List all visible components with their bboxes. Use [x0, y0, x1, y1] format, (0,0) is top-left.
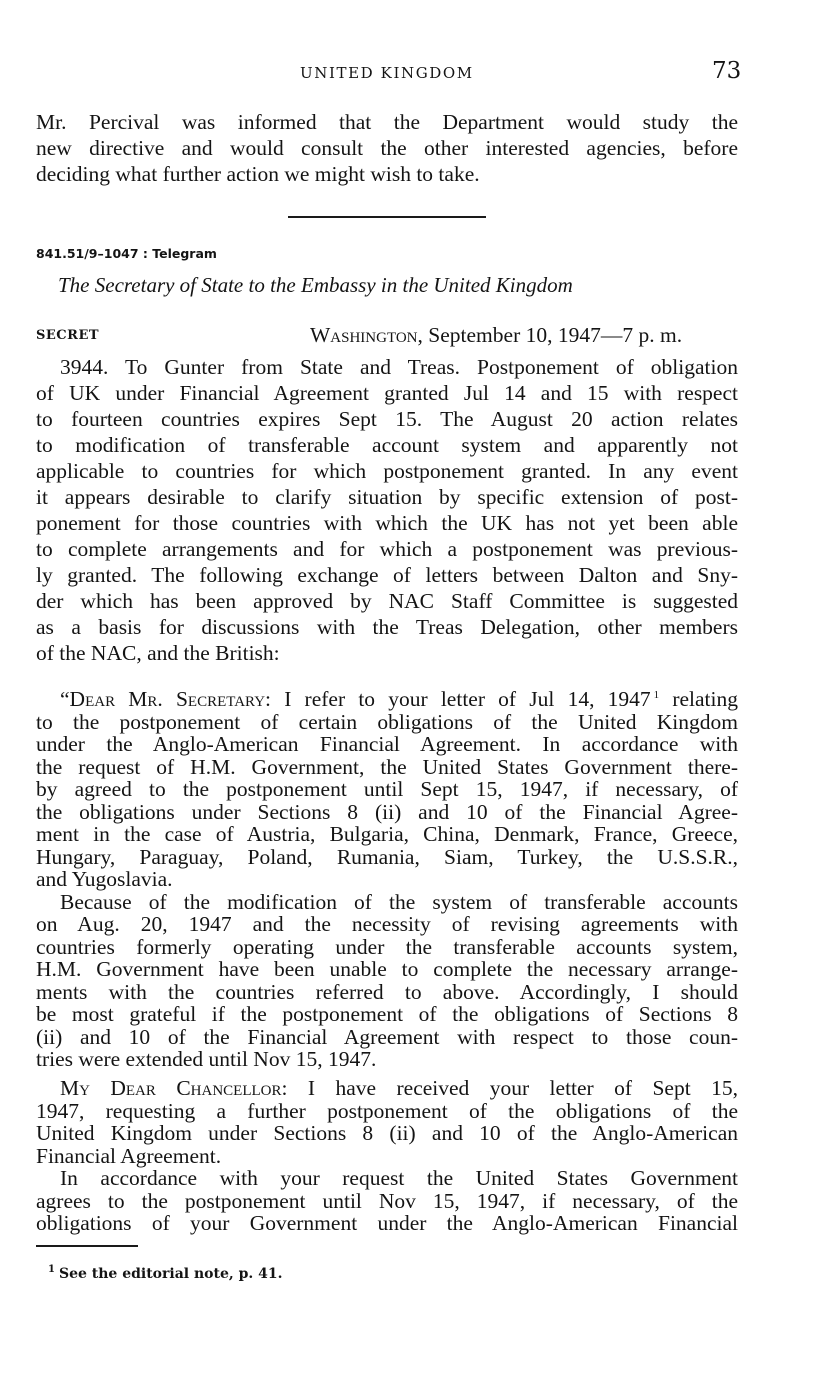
- text-line: 3944. To Gunter from State and Treas. Postponement of obligation: [60, 355, 738, 379]
- page-header: [0, 58, 838, 88]
- letter-one-opening-line: [36, 684, 738, 711]
- text-line: deciding what further action we might wish to take.: [36, 162, 480, 186]
- letter-one: [36, 684, 738, 1071]
- text-line: to the postponement of certain obligations of the United Kingdom: [36, 709, 738, 734]
- text-line: new directive and would consult the other interested agencies, before: [36, 136, 738, 160]
- text-line: of the NAC, and the British:: [36, 641, 280, 665]
- document-heading: The Secretary of State to the Embassy in the United Kingdom: [58, 273, 573, 297]
- letter-one-opening-text: : I refer to your letter of Jul 14, 1947: [265, 687, 651, 711]
- footnote: [48, 1264, 283, 1282]
- text-line: to modification of transferable account system and apparently not: [36, 433, 738, 457]
- text-line: it appears desirable to clarify situation by specific extension of post-: [36, 485, 738, 509]
- running-head: UNITED KINGDOM: [300, 64, 474, 82]
- text-line: In accordance with your request the United States Government: [60, 1166, 738, 1190]
- text-line: obligations of your Government under the Anglo-American Financial: [36, 1211, 738, 1235]
- text-line: der which has been approved by NAC Staff Committee is suggested: [36, 589, 738, 613]
- text-line: be most grateful if the postponement of the obligations of Sections 8: [36, 1002, 738, 1026]
- text-line: countries formerly operating under the transferable accounts system,: [36, 934, 738, 959]
- text-line: the request of H.M. Government, the United States Government there-: [36, 754, 738, 779]
- footnote-reference: 1: [653, 689, 660, 701]
- text-line: (ii) and 10 of the Financial Agreement with respect to those coun-: [36, 1024, 738, 1049]
- dateline-date: , September 10, 1947—7 p. m.: [417, 323, 683, 347]
- letter-two-opening-line: [36, 1077, 738, 1100]
- text-line: agrees to the postponement until Nov 15, 1947, if necessary, of the: [36, 1188, 738, 1213]
- page-number: 73: [712, 58, 742, 84]
- text-line: on Aug. 20, 1947 and the necessity of revising agreements with: [36, 912, 738, 936]
- file-reference: 841.51/9–1047 : Telegram: [36, 246, 217, 261]
- footnote-text: See the editorial note, p. 41.: [58, 1266, 283, 1282]
- text-line: tries were extended until Nov 15, 1947.: [36, 1047, 377, 1071]
- section-divider: [288, 216, 486, 218]
- text-line: under the Anglo-American Financial Agreement. In accordance with: [36, 732, 738, 756]
- footnote-rule: [36, 1245, 138, 1247]
- classification-label: SECRET: [36, 328, 100, 343]
- text-line: ment in the case of Austria, Bulgaria, China, Denmark, France, Greece,: [36, 822, 738, 846]
- text-line: ly granted. The following exchange of letters between Dalton and Sny-: [36, 563, 738, 587]
- letter-one-opening-tail: relating: [659, 687, 738, 711]
- text-line: applicable to countries for which postponement granted. In any event: [36, 459, 738, 483]
- dateline: [310, 323, 682, 348]
- letter-two-opening-text: : I have received your letter of Sept 15,: [281, 1076, 738, 1100]
- text-line: 1947, requesting a further postponement of the obligations of the: [36, 1098, 738, 1123]
- text-line: of UK under Financial Agreement granted Jul 14 and 15 with respect: [36, 381, 738, 405]
- text-line: to complete arrangements and for which a postponement was previous-: [36, 537, 738, 561]
- text-line: H.M. Government have been unable to complete the necessary arrange-: [36, 957, 738, 981]
- intro-paragraph: [36, 109, 738, 187]
- dateline-place: Washington: [310, 323, 418, 347]
- text-line: Because of the modification of the system of transferable accounts: [60, 889, 738, 914]
- text-line: by agreed to the postponement until Sept 15, 1947, if necessary, of: [36, 777, 738, 801]
- letter-one-salutation: “Dear Mr. Secretary: [60, 687, 266, 711]
- letter-two: [36, 1077, 738, 1235]
- text-line: ments with the countries referred to above. Accordingly, I should: [36, 979, 738, 1004]
- text-line: the obligations under Sections 8 (ii) and 10 of the Financial Agree-: [36, 799, 738, 824]
- footnote-number: 1: [48, 1264, 55, 1275]
- text-line: Mr. Percival was informed that the Department would study the: [36, 110, 738, 134]
- text-line: Hungary, Paraguay, Poland, Rumania, Siam, Turkey, the U.S.S.R.,: [36, 844, 738, 869]
- text-line: Financial Agreement.: [36, 1143, 222, 1168]
- telegram-paragraph: [36, 354, 738, 666]
- text-line: and Yugoslavia.: [36, 867, 173, 891]
- text-line: as a basis for discussions with the Treas Delegation, other members: [36, 615, 738, 639]
- letter-two-salutation: My Dear Chancellor: [60, 1076, 282, 1100]
- text-line: to fourteen countries expires Sept 15. The August 20 action relates: [36, 407, 738, 431]
- text-line: United Kingdom under Sections 8 (ii) and 10 of the Anglo-American: [36, 1121, 738, 1145]
- text-line: ponement for those countries with which the UK has not yet been able: [36, 511, 738, 535]
